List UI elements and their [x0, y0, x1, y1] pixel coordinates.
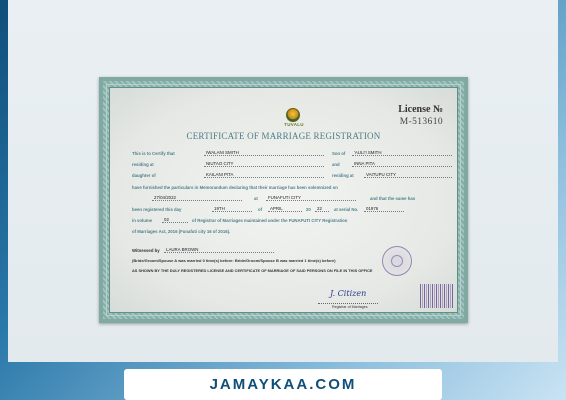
signature-line: [318, 303, 378, 304]
certificate-paper: [109, 87, 458, 313]
certificate-line-1: [120, 151, 447, 160]
witness-name: LAURA BROWN: [164, 246, 274, 253]
same-has-label: and that the same has: [370, 196, 416, 201]
serial-label: at serial No.: [334, 207, 359, 212]
bride-residence: VAITUPU CITY: [364, 171, 452, 178]
certificate-line-8: [120, 229, 447, 238]
volume-number: 02: [162, 216, 188, 223]
declaration-text: have furnished the particulars in Memorandum declaring that their marriage has been solemnized on: [132, 185, 338, 190]
and-label: and: [332, 162, 340, 167]
certificate-line-3: [120, 173, 447, 182]
at-label: at: [254, 196, 258, 201]
registration-month: APRIL: [268, 205, 302, 212]
certificate-border: [103, 81, 464, 319]
son-of-label: Son of: [332, 151, 346, 156]
daughter-of-label: daughter of: [132, 173, 156, 178]
volume-label: in volume: [132, 218, 153, 223]
groom-name: IWALANI SMITH: [204, 149, 324, 156]
serial-number: 01976: [364, 205, 404, 212]
registrar-signature: J. Citizen: [330, 289, 367, 298]
stamp-barcode-icon: [420, 284, 454, 308]
residing-at-label: residing at: [132, 162, 154, 167]
certificate-title: CERTIFICATE OF MARRIAGE REGISTRATION: [186, 131, 381, 141]
tuvalu-emblem-icon: [286, 108, 300, 122]
groom-father-name: 'AULI'I SMITH: [352, 149, 452, 156]
seal-center: [391, 255, 403, 267]
line-1-label: This is to Certify that: [132, 151, 175, 156]
registrar-label: Registrar of Marriages: [332, 305, 368, 309]
registered-label: been registered this day: [132, 207, 182, 212]
marriage-history-text: (Bride/Groom/Spouse A was married 0 time(s) before: Bride/Groom/Spouse B was married 1 time(s) before): [132, 258, 336, 263]
country-name: TUVALU: [284, 122, 304, 127]
license-number: M-513610: [399, 117, 443, 127]
registration-day: 19TH: [212, 205, 252, 212]
official-seal-icon: [382, 246, 412, 276]
certificate-line-4: [120, 185, 447, 194]
marriage-date: 27/04/2022: [152, 194, 242, 201]
license-title: License №: [398, 104, 443, 115]
residing-at-label-2: residing at: [332, 173, 354, 178]
brand-banner: [124, 369, 442, 400]
century-label: 20: [306, 207, 311, 212]
marriage-certificate: [99, 77, 468, 323]
certificate-line-5: [120, 196, 447, 205]
groom-residence: NIUTAO CITY: [204, 160, 324, 167]
certificate-line-7: [120, 218, 447, 227]
certificate-line-2: [120, 162, 447, 171]
registrar-text: of Registrar of Marriages maintained under the FUNAFUTI CITY Registration: [192, 218, 348, 223]
witness-label: Witnessed by: [132, 248, 160, 253]
marriage-place: FUNAFUTI CITY: [266, 194, 356, 201]
registration-year: 22: [315, 205, 329, 212]
bride-father-name: KAILANI PITA: [204, 171, 324, 178]
bride-name: INNA PITA: [352, 160, 452, 167]
brand-name: JAMAYKAA.COM: [209, 376, 357, 393]
shown-by-text: AS SHOWN BY THE DULY REGISTERED LICENSE AND CERTIFICATE OF MARRIAGE OF SAID PERSONS ON FILE IN THIS OFFICE: [132, 268, 373, 273]
certificate-line-6: [120, 207, 447, 216]
act-text: of Marriages Act, 2016 (Funafuti city 16 of 2016).: [132, 229, 231, 234]
of-label: of: [258, 207, 263, 212]
